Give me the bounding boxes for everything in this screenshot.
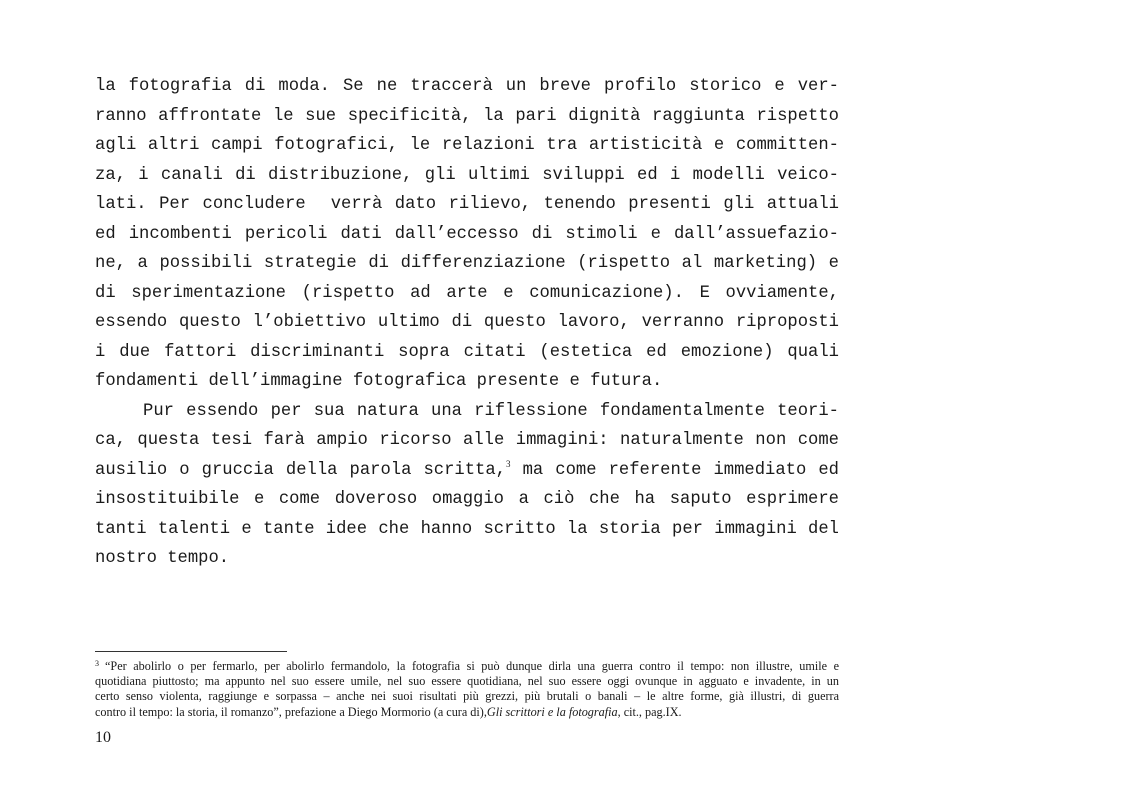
text-line: lati. Per concludere verrà dato rilievo, tenendo presenti gli attuali bbox=[95, 195, 839, 214]
footnote-number: 3 bbox=[95, 659, 99, 668]
body-text bbox=[95, 72, 839, 574]
line-segment: ma come referente immediato ed bbox=[510, 460, 839, 480]
footnote-line bbox=[95, 659, 839, 674]
footnote-citation-text: , cit., pag.IX. bbox=[617, 704, 682, 719]
text-line: di sperimentazione (rispetto ad arte e comunicazione). E ovviamente, bbox=[95, 283, 839, 303]
text-line-with-footnote-ref bbox=[95, 456, 839, 486]
footnote-line: certo senso violenta, raggiunge e sorpassa – anche nei suoi risultati più grezzi, più brutali o banali – le altre forme, già illustri, di guerra bbox=[95, 689, 839, 704]
text-line: za, i canali di distribuzione, gli ultimi sviluppi ed i modelli veico- bbox=[95, 165, 839, 185]
footnote-line bbox=[95, 705, 839, 720]
footnote-citation-text: contro il tempo: la storia, il romanzo”, prefazione a Diego Mormorio (a cura di), bbox=[95, 704, 487, 719]
text-line: essendo questo l’obiettivo ultimo di questo lavoro, verranno riproposti bbox=[95, 313, 839, 332]
text-line: insostituibile e come doveroso omaggio a ciò che ha saputo esprimere bbox=[95, 490, 839, 509]
line-segment: ausilio o gruccia della parola scritta, bbox=[95, 460, 506, 480]
paragraph-start-line: Pur essendo per sua natura una riflessione fondamentalmente teori- bbox=[143, 401, 839, 421]
text-line: ranno affrontate le sue specificità, la pari dignità raggiunta rispetto bbox=[95, 106, 839, 126]
text-line: i due fattori discriminanti sopra citati (estetica ed emozione) quali bbox=[95, 342, 839, 362]
text-line: nostro tempo. bbox=[95, 549, 230, 568]
book-title: Gli scrittori e la fotografia bbox=[486, 704, 618, 719]
text-line: ca, questa tesi farà ampio ricorso alle immagini: naturalmente non come bbox=[95, 431, 839, 450]
footnote-separator bbox=[95, 651, 287, 652]
text-line: ne, a possibili strategie di differenziazione (rispetto al marketing) e bbox=[95, 254, 839, 273]
text-line: ed incombenti pericoli dati dall’eccesso di stimoli e dall’assuefazio- bbox=[95, 224, 839, 244]
footnote-line-text: “Per abolirlo o per fermarlo, per abolirlo fermandolo, la fotografia si può dunque dirla una guerra contro il tempo: non illustre, umile e bbox=[105, 659, 839, 673]
text-line: la fotografia di moda. Se ne traccerà un breve profilo storico e ver- bbox=[95, 77, 839, 96]
footnote-line: quotidiana piuttosto; ma appunto nel suo essere umile, nel suo essere quotidiana, nel suo essere oggi ovunque in agguato e invadente, in un bbox=[95, 674, 839, 689]
page-number: 10 bbox=[95, 729, 111, 746]
footnote-reference[interactable]: 3 bbox=[506, 458, 511, 469]
text-line: tanti talenti e tante idee che hanno scritto la storia per immagini del bbox=[95, 519, 839, 539]
text-line: agli altri campi fotografici, le relazioni tra artisticità e committen- bbox=[95, 136, 839, 155]
footnote bbox=[95, 659, 839, 720]
text-line: fondamenti dell’immagine fotografica presente e futura. bbox=[95, 372, 663, 391]
